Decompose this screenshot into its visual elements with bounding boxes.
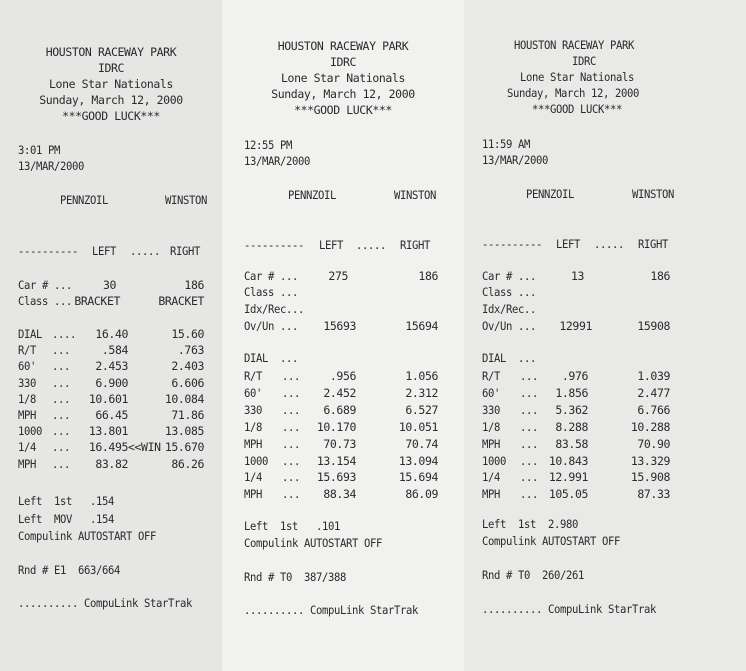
row-left-value: 5.362 [555,402,588,417]
row-right-value: 10.084 [164,391,204,406]
row-left-value: 8.288 [555,419,588,434]
row-label: 60' [482,385,501,400]
sponsor-left: PENNZOIL [60,193,109,207]
sanction: IDRC [329,55,357,69]
row-dots: ... [520,470,539,485]
event-name: Lone Star Nationals [49,77,173,91]
car-number-right: 186 [418,269,438,283]
row-right-value: 2.403 [171,359,204,374]
car-number-left: 275 [328,269,348,283]
row-label: R/T [244,369,263,383]
sponsor-right: WINSTON [632,187,675,201]
startrak-line: .......... CompuLink StarTrak [244,603,419,617]
sanction: IDRC [97,61,125,75]
row-right-value: 6.606 [171,375,204,390]
row-label: 60' [244,385,263,400]
row-label: 1/4 [18,440,37,455]
class-label: Class ... [244,285,299,299]
row-dots: ... [52,359,71,374]
timeslip-3 [464,0,746,671]
row-right-value: 2.312 [405,385,438,400]
row-right-value: 2.477 [637,385,670,400]
row-left-value: 10.601 [88,391,128,406]
row-label: MPH [18,408,37,422]
good-luck: ***GOOD LUCK*** [532,102,623,116]
row-left-value: 13.154 [316,453,356,468]
row-dots: ... [282,487,301,502]
lane-dashes: ---------- [18,244,79,258]
row-dots: .... [52,327,77,341]
ov-un-right: 15694 [405,319,438,333]
row-note: <<WIN [128,440,161,455]
row-dots: ... [52,424,71,439]
row-left-value: 12.991 [548,470,588,485]
row-right-value: 70.74 [405,436,438,451]
track-name: HOUSTON RACEWAY PARK [45,45,177,59]
row-right-value: 15.670 [164,440,204,455]
event-date: Sunday, March 12, 2000 [39,93,183,107]
car-number-label: Car # ... [244,269,299,283]
footer-line: Left 1st 2.980 [482,517,579,531]
row-right-value: 13.329 [630,453,670,468]
car-number-label: Car # ... [482,269,537,283]
track-name: HOUSTON RACEWAY PARK [514,38,635,52]
row-dots: ... [282,385,301,400]
lane-dashes: ---------- [244,238,305,252]
row-dots: ... [520,385,539,400]
row-dots: ... [282,402,301,417]
car-number-left: 13 [570,269,584,283]
row-label: 60' [18,359,37,374]
row-left-value: 2.452 [323,385,356,400]
ov-un-left: 12991 [559,319,592,333]
row-left-value: 10.170 [316,419,356,434]
row-dots: ... [520,402,539,417]
slip-date: 13/MAR/2000 [244,154,311,168]
footer-line: Compulink AUTOSTART OFF [244,536,383,550]
row-right-value: .763 [177,343,204,358]
row-dots: ... [520,436,539,451]
row-dots: ... [520,369,539,383]
sponsor-left: PENNZOIL [288,188,337,202]
row-left-value: 10.843 [548,453,588,468]
row-label: 1000 [244,453,269,468]
row-right-value: 10.051 [398,419,438,434]
row-dots: ... [520,419,539,434]
good-luck: ***GOOD LUCK*** [62,109,160,123]
footer-line: Left 1st .101 [244,519,341,533]
car-number-left: 30 [102,278,116,292]
row-left-value: 6.689 [323,402,356,417]
row-label: 330 [18,375,37,390]
footer-line: Left MOV .154 [18,512,115,526]
idx-rec-label: Idx/Rec.. [482,302,537,316]
row-label: 1/8 [482,419,501,434]
row-right-value: 86.09 [405,487,438,502]
round-number: Rnd # T0 260/261 [482,568,585,582]
row-label: 1000 [482,453,507,468]
row-dots: ... [52,375,71,390]
row-dots: ... [520,487,539,502]
event-name: Lone Star Nationals [520,70,635,84]
round-number: Rnd # E1 663/664 [18,563,121,577]
row-dots: ... [282,419,301,434]
car-number-right: 186 [184,278,204,292]
car-number-label: Car # ... [18,278,73,292]
row-left-value: 16.495 [88,440,128,455]
good-luck: ***GOOD LUCK*** [294,103,392,117]
row-right-value: 6.527 [405,402,438,417]
slip-date: 13/MAR/2000 [18,159,85,173]
row-right-value: 13.094 [398,453,438,468]
slip-date: 13/MAR/2000 [482,153,549,167]
row-dots: ... [282,470,301,485]
ov-un-right: 15908 [637,319,670,333]
row-right-value: 70.90 [637,436,670,451]
row-label: DIAL [18,327,43,341]
track-name: HOUSTON RACEWAY PARK [277,39,409,53]
row-label: 1/4 [482,470,501,485]
dial-label: DIAL ... [482,351,537,365]
slip-time: 3:01 PM [18,143,61,157]
row-right-value: 15.694 [398,470,438,485]
row-dots: ... [52,456,71,471]
lane-dashes: ---------- [482,237,543,251]
row-right-value: 15.60 [171,327,204,341]
lane-left-label: LEFT [319,238,344,252]
row-dots: ... [282,453,301,468]
row-dots: ... [52,391,71,406]
footer-line: Compulink AUTOSTART OFF [482,534,621,548]
class-label: Class ... [18,294,73,308]
class-left: BRACKET [74,294,120,308]
row-right-value: 6.766 [637,402,670,417]
row-right-value: 1.039 [637,369,670,383]
row-right-value: 1.056 [405,369,438,383]
timeslip-2 [222,0,464,671]
row-right-value: 71.86 [171,408,204,422]
row-dots: ... [52,408,71,422]
ov-un-label: Ov/Un ... [482,319,537,333]
lane-dots: ..... [594,237,625,251]
lane-left-label: LEFT [92,244,117,258]
class-right: BRACKET [158,294,204,308]
row-label: MPH [244,487,263,502]
row-left-value: 13.801 [88,424,128,439]
round-number: Rnd # T0 387/388 [244,570,347,584]
lane-dots: ..... [130,244,161,258]
row-right-value: 87.33 [637,487,670,502]
ov-un-label: Ov/Un ... [244,319,299,333]
row-left-value: 88.34 [323,487,356,502]
row-dots: ... [282,436,301,451]
row-left-value: 105.05 [548,487,588,502]
startrak-line: .......... CompuLink StarTrak [18,596,193,610]
row-dots: ... [282,369,301,383]
row-left-value: .976 [561,369,588,383]
footer-line: Compulink AUTOSTART OFF [18,529,157,543]
startrak-line: .......... CompuLink StarTrak [482,602,657,616]
row-label: 330 [482,402,501,417]
ov-un-left: 15693 [323,319,356,333]
row-right-value: 13.085 [164,424,204,439]
lane-right-label: RIGHT [638,237,669,251]
dial-label: DIAL ... [244,351,299,365]
row-left-value: 1.856 [555,385,588,400]
class-label: Class ... [482,285,537,299]
row-label: 330 [244,402,263,417]
row-label: MPH [18,456,37,471]
footer-line: Left 1st .154 [18,494,115,508]
row-left-value: 6.900 [95,375,128,390]
row-left-value: 66.45 [95,408,128,422]
row-label: R/T [482,369,501,383]
slip-time: 12:55 PM [244,138,293,152]
sanction: IDRC [572,54,597,68]
sponsor-left: PENNZOIL [526,187,575,201]
row-label: 1/4 [244,470,263,485]
row-left-value: 70.73 [323,436,356,451]
event-name: Lone Star Nationals [281,71,405,85]
row-dots: ... [520,453,539,468]
row-label: MPH [482,487,501,502]
lane-dots: ..... [356,238,387,252]
row-left-value: 16.40 [95,327,128,341]
row-label: 1/8 [244,419,263,434]
lane-right-label: RIGHT [170,244,201,258]
row-left-value: 15.693 [316,470,356,485]
row-label: 1000 [18,424,43,439]
row-left-value: .956 [329,369,356,383]
row-left-value: 83.82 [95,456,128,471]
car-number-right: 186 [650,269,670,283]
sponsor-right: WINSTON [165,193,208,207]
lane-right-label: RIGHT [400,238,431,252]
sponsor-right: WINSTON [394,188,437,202]
row-dots: ... [52,440,71,455]
row-right-value: 10.288 [630,419,670,434]
row-left-value: .584 [101,343,128,358]
slip-time: 11:59 AM [482,137,531,151]
lane-left-label: LEFT [556,237,581,251]
event-date: Sunday, March 12, 2000 [507,86,640,100]
row-label: MPH [482,436,501,451]
timeslip-1 [0,0,222,671]
row-left-value: 83.58 [555,436,588,451]
row-label: 1/8 [18,391,37,406]
row-left-value: 2.453 [95,359,128,374]
row-label: R/T [18,343,37,358]
row-dots: ... [52,343,71,358]
idx-rec-label: Idx/Rec... [244,302,305,316]
row-right-value: 86.26 [171,456,204,471]
row-right-value: 15.908 [630,470,670,485]
event-date: Sunday, March 12, 2000 [271,87,415,101]
row-label: MPH [244,436,263,451]
